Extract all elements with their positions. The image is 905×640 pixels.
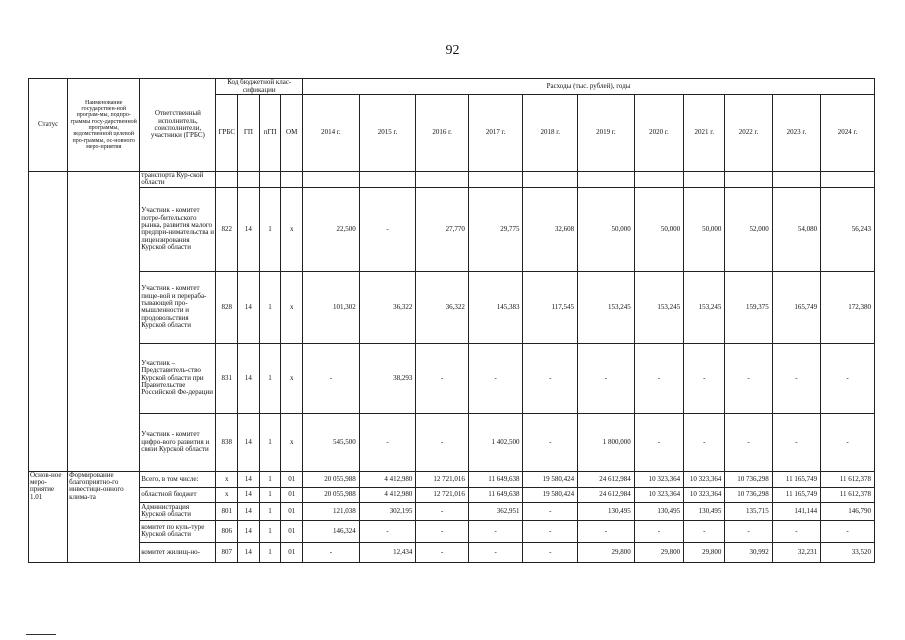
value-cell: 24 612,984 [578,487,635,502]
value-cell: 4 412,980 [359,487,416,502]
value-cell: 11 612,378 [821,487,875,502]
value-cell: 10 323,364 [634,487,683,502]
table-row [29,343,875,413]
value-cell: 165,749 [772,271,820,343]
value-cell: - [523,502,578,520]
gp-cell: 14 [238,471,260,487]
header-budget-code: Код бюджетной клас-сификации [216,79,303,95]
executor-cell: Администрация Курской области [140,502,216,520]
value-cell: - [416,542,469,562]
value-cell [684,172,725,188]
value-cell: 153,245 [634,271,683,343]
value-cell: - [523,343,578,413]
header-executor: Ответственный исполнитель, соисполнители, участники (ГРБС) [140,79,216,172]
header-year: 2017 г. [468,95,523,172]
value-cell: 22,500 [303,187,360,271]
value-cell: 50,000 [634,187,683,271]
gp-cell: 14 [238,502,260,520]
value-cell: - [684,343,725,413]
value-cell: 141,144 [772,502,820,520]
value-cell [416,172,469,188]
om-cell: х [281,271,303,343]
om-cell: 01 [281,502,303,520]
measure-name-cell: Формирование благоприятно-го инвестици-онного клима-та [68,471,140,562]
header-year: 2020 г. [634,95,683,172]
value-cell: - [725,520,772,542]
pgp-cell: 1 [259,343,281,413]
pgp-cell: 1 [259,413,281,471]
value-cell: 545,500 [303,413,360,471]
value-cell: 29,800 [684,542,725,562]
header-year: 2019 г. [578,95,635,172]
value-cell: 153,245 [578,271,635,343]
table-row [29,542,875,562]
value-cell [634,172,683,188]
value-cell: 29,800 [634,542,683,562]
header-gp: ГП [238,95,260,172]
value-cell: 130,495 [634,502,683,520]
value-cell: - [772,343,820,413]
value-cell: - [821,343,875,413]
measure-status-cell: Основ-ное меро-приятие 1.01 [29,471,68,562]
value-cell: 10 736,298 [725,471,772,487]
value-cell: - [359,520,416,542]
value-cell: 101,302 [303,271,360,343]
gp-cell [238,172,260,188]
grbs-cell: х [216,471,238,487]
value-cell: 12 721,016 [416,487,469,502]
header-pgp: пГП [259,95,281,172]
table-row [29,271,875,343]
executor-cell: комитет по куль-туре Курской области [140,520,216,542]
budget-table [28,78,875,563]
gp-cell: 14 [238,542,260,562]
pgp-cell: 1 [259,271,281,343]
grbs-cell: 806 [216,520,238,542]
om-cell: х [281,343,303,413]
value-cell: 135,715 [725,502,772,520]
table-row [29,487,875,502]
value-cell: 121,038 [303,502,360,520]
value-cell: - [303,542,360,562]
gp-cell: 14 [238,343,260,413]
header-year: 2024 г. [821,95,875,172]
value-cell: 29,775 [468,187,523,271]
value-cell: 130,495 [578,502,635,520]
pgp-cell: 1 [259,471,281,487]
value-cell: 54,080 [772,187,820,271]
header-year: 2022 г. [725,95,772,172]
value-cell: 20 055,988 [303,487,360,502]
value-cell: - [523,413,578,471]
grbs-cell: 838 [216,413,238,471]
value-cell: 50,000 [684,187,725,271]
table-row [29,520,875,542]
value-cell: - [578,343,635,413]
value-cell: 24 612,984 [578,471,635,487]
value-cell: 52,000 [725,187,772,271]
table-body [29,172,875,563]
status-cell [29,172,68,472]
value-cell: 50,000 [578,187,635,271]
header-year: 2015 г. [359,95,416,172]
value-cell: 10 323,364 [634,471,683,487]
value-cell: - [359,413,416,471]
pgp-cell [259,172,281,188]
value-cell: 19 580,424 [523,487,578,502]
value-cell: 10 323,364 [684,471,725,487]
executor-cell: Участник – Представитель-ство Курской области при Правительстве Российской Фе-дерации [140,343,216,413]
grbs-cell [216,172,238,188]
executor-cell: областной бюджет [140,487,216,502]
om-cell [281,172,303,188]
value-cell [303,172,360,188]
value-cell: 36,322 [359,271,416,343]
value-cell: - [725,343,772,413]
value-cell: 159,375 [725,271,772,343]
value-cell: - [416,502,469,520]
value-cell: - [772,413,820,471]
value-cell: - [725,413,772,471]
table-row [29,172,875,188]
value-cell [468,172,523,188]
om-cell: 01 [281,520,303,542]
value-cell: 130,495 [684,502,725,520]
value-cell: - [523,542,578,562]
table-row [29,187,875,271]
value-cell [725,172,772,188]
value-cell: 146,324 [303,520,360,542]
value-cell: - [634,343,683,413]
value-cell: 11 649,638 [468,471,523,487]
value-cell: - [684,413,725,471]
value-cell: 1 402,500 [468,413,523,471]
executor-cell: Всего, в том числе: [140,471,216,487]
pgp-cell: 1 [259,520,281,542]
header-grbs: ГРБС [216,95,238,172]
header-om: ОМ [281,95,303,172]
value-cell: 38,293 [359,343,416,413]
value-cell: - [634,413,683,471]
header-expenses: Расходы (тыс. рублей), годы [303,79,875,95]
om-cell: х [281,413,303,471]
value-cell: - [468,520,523,542]
header-program-name: Наименование государствен-ной програм-мы, подпро-граммы госу-дарственной программы, ведомственной целевой про-граммы, ос-новного меро-приятия [68,79,140,172]
value-cell: 172,380 [821,271,875,343]
value-cell [821,172,875,188]
value-cell: 11 165,749 [772,487,820,502]
grbs-cell: 822 [216,187,238,271]
pgp-cell: 1 [259,502,281,520]
om-cell: х [281,187,303,271]
value-cell: 11 165,749 [772,471,820,487]
value-cell: 12,434 [359,542,416,562]
gp-cell: 14 [238,520,260,542]
header-year: 2021 г. [684,95,725,172]
value-cell: - [772,520,820,542]
value-cell: 27,770 [416,187,469,271]
executor-cell: Участник - комитет цифро-вого развития и связи Курской области [140,413,216,471]
value-cell: 302,195 [359,502,416,520]
value-cell: - [821,413,875,471]
om-cell: 01 [281,471,303,487]
executor-cell: транспорта Кур-ской области [140,172,216,188]
value-cell: 20 055,988 [303,471,360,487]
grbs-cell: 831 [216,343,238,413]
value-cell: - [303,343,360,413]
value-cell: 153,245 [684,271,725,343]
page-number: 92 [445,43,460,58]
value-cell: 12 721,016 [416,471,469,487]
value-cell [523,172,578,188]
value-cell: - [578,520,635,542]
value-cell: 1 800,000 [578,413,635,471]
value-cell: 32,608 [523,187,578,271]
value-cell: 19 580,424 [523,471,578,487]
value-cell [578,172,635,188]
value-cell: 11 649,638 [468,487,523,502]
executor-cell: комитет жилищ-но- [140,542,216,562]
value-cell: 30,992 [725,542,772,562]
value-cell: 33,520 [821,542,875,562]
value-cell: 29,800 [578,542,635,562]
value-cell: - [416,413,469,471]
table-row [29,413,875,471]
header-year: 2023 г. [772,95,820,172]
table-row [29,471,875,487]
pgp-cell: 1 [259,187,281,271]
value-cell: 11 612,378 [821,471,875,487]
table-row [29,502,875,520]
header-year: 2016 г. [416,95,469,172]
executor-cell: Участник - комитет потре-бительского рынка, развития малого предпри-нимательства и лицензирования Курской области [140,187,216,271]
value-cell: - [523,520,578,542]
value-cell: 32,231 [772,542,820,562]
value-cell: - [468,343,523,413]
header-year: 2014 г. [303,95,360,172]
value-cell: - [684,520,725,542]
om-cell: 01 [281,487,303,502]
grbs-cell: х [216,487,238,502]
gp-cell: 14 [238,271,260,343]
value-cell [359,172,416,188]
gp-cell: 14 [238,413,260,471]
value-cell: 4 412,980 [359,471,416,487]
executor-cell: Участник - комитет пище-вой и перераба-тывающей про-мышленности и продовольствия Курской области [140,271,216,343]
value-cell: - [416,343,469,413]
value-cell: - [821,520,875,542]
value-cell: - [468,542,523,562]
value-cell: - [634,520,683,542]
value-cell: - [359,187,416,271]
value-cell: 10 736,298 [725,487,772,502]
value-cell: - [416,520,469,542]
pgp-cell: 1 [259,542,281,562]
header-status: Статус [29,79,68,172]
om-cell: 01 [281,542,303,562]
value-cell [772,172,820,188]
value-cell: 56,243 [821,187,875,271]
value-cell: 117,545 [523,271,578,343]
header-year: 2018 г. [523,95,578,172]
gp-cell: 14 [238,187,260,271]
program-name-cell [68,172,140,472]
value-cell: 146,790 [821,502,875,520]
grbs-cell: 807 [216,542,238,562]
value-cell: 10 323,364 [684,487,725,502]
footnote-divider [26,634,56,635]
pgp-cell: 1 [259,487,281,502]
grbs-cell: 828 [216,271,238,343]
grbs-cell: 801 [216,502,238,520]
gp-cell: 14 [238,487,260,502]
value-cell: 362,951 [468,502,523,520]
value-cell: 145,383 [468,271,523,343]
value-cell: 36,322 [416,271,469,343]
